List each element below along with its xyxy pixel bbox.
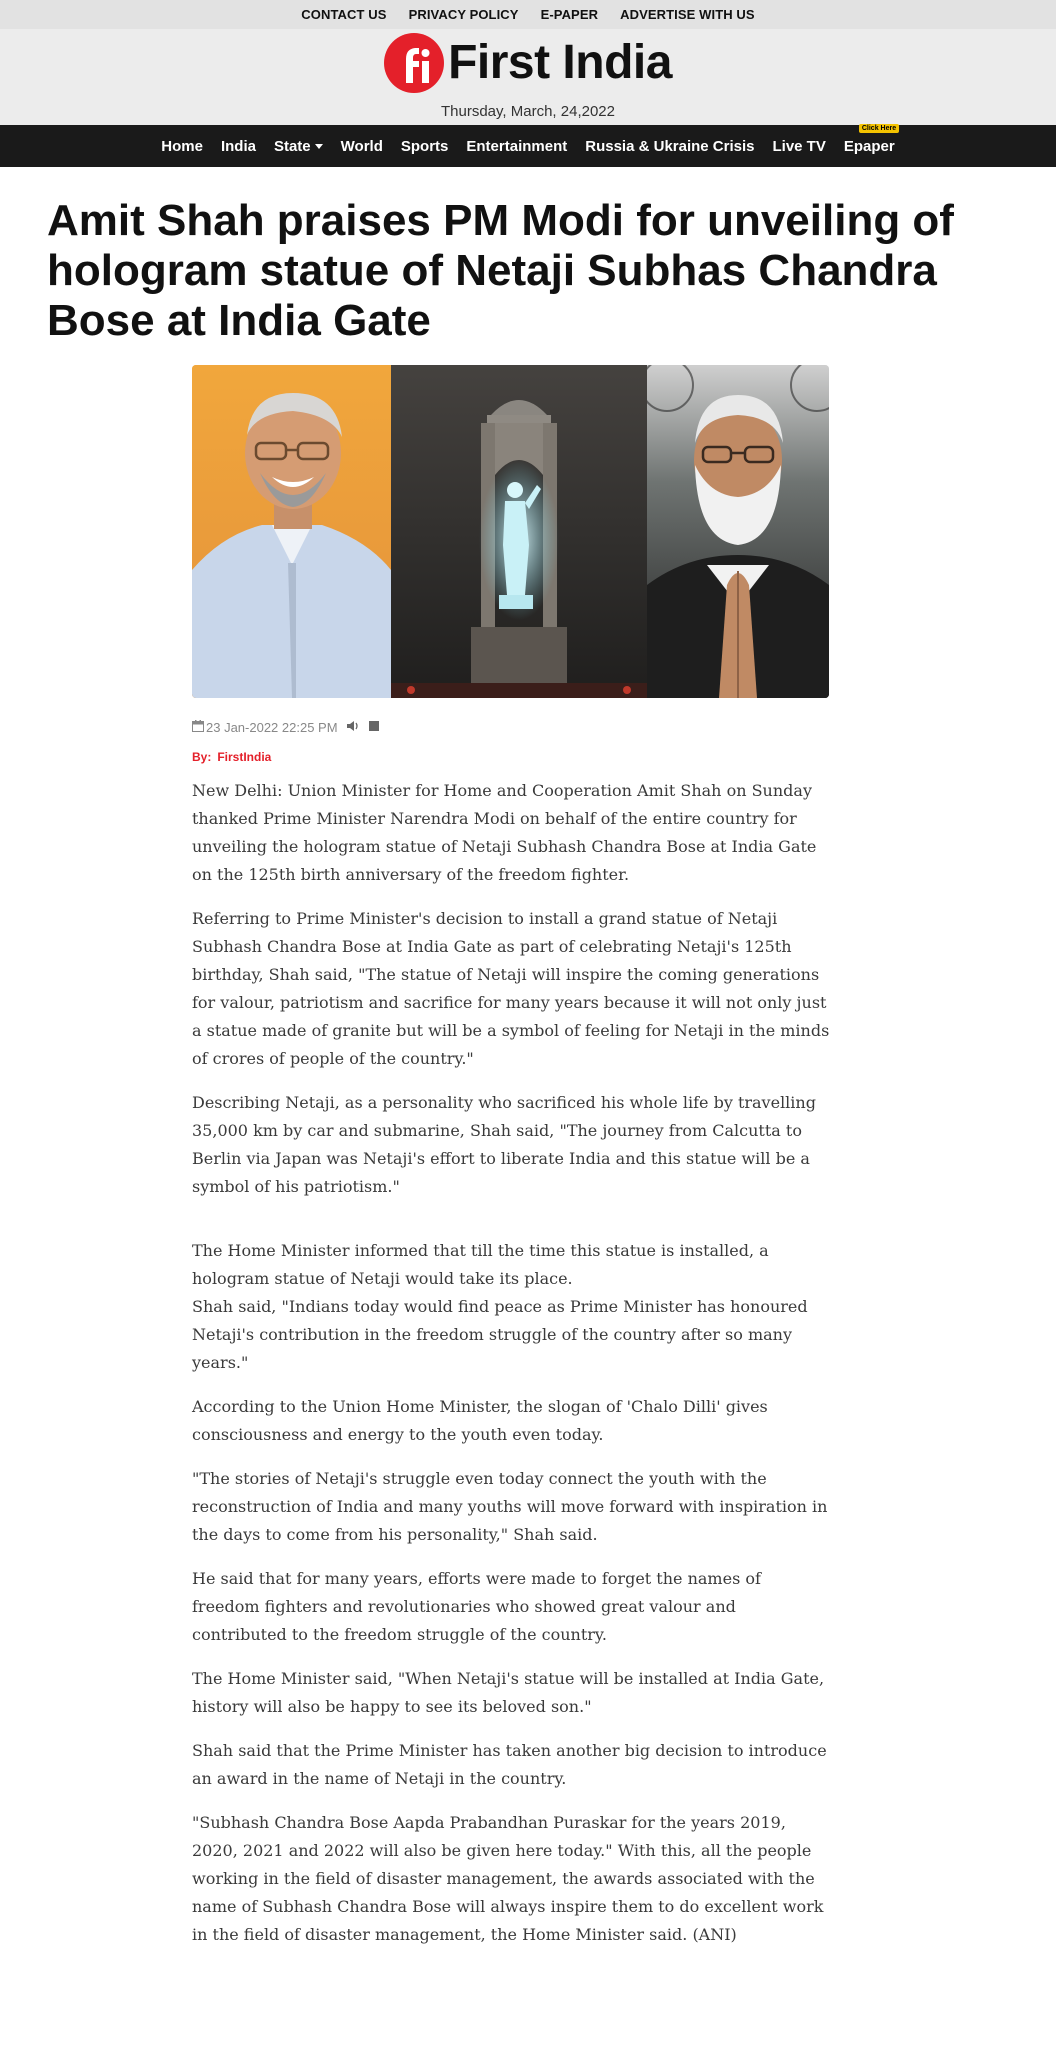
nav-item-epaper[interactable] [843, 124, 897, 155]
site-header [0, 0, 1056, 125]
article-paragraph: The Home Minister informed that till the time this statue is installed, a hologram statue of Netaji would take its place. [192, 1241, 769, 1288]
current-date: Thursday, March, 24,2022 [441, 103, 615, 120]
brand-name: First India [448, 36, 672, 89]
nav-item-entertainment[interactable]: Entertainment [466, 137, 568, 155]
top-link-e-paper[interactable]: E-PAPER [540, 7, 599, 22]
article-paragraph: The Home Minister said, "When Netaji's statue will be installed at India Gate, history will also be happy to see its beloved son." [192, 1669, 825, 1716]
nav-item-home[interactable]: Home [161, 137, 203, 155]
article-meta [192, 720, 380, 735]
main-nav [0, 125, 1056, 167]
hero-panel-middle [391, 365, 647, 698]
nav-item-state-label: State [273, 137, 311, 155]
calendar-icon [192, 720, 204, 735]
click-here-badge: Click Here [859, 124, 899, 133]
article-paragraph: Shah said that the Prime Minister has taken another big decision to introduce an award in the name of Netaji in the country. [192, 1741, 827, 1788]
article-paragraph: "Subhash Chandra Bose Aapda Prabandhan Puraskar for the years 2019, 2020, 2021 and 2022 will also be given here today." With this, all the people working in the field of disaster management, the awards associated with the name of Subhash Chandra Bose will always inspire them to do excellent work in the field of disaster management, the Home Minister said. (ANI) [192, 1813, 824, 1944]
article-paragraph: Shah said, "Indians today would find peace as Prime Minister has honoured Netaji's contribution in the freedom struggle of the country after so many years." [192, 1297, 808, 1372]
article-hero-image [192, 365, 829, 698]
hero-panel-right [647, 365, 829, 698]
top-link-contact-us[interactable]: CONTACT US [301, 7, 387, 22]
speaker-icon[interactable] [346, 720, 360, 735]
nav-item-world[interactable]: World [340, 137, 383, 155]
byline-label: By: [192, 750, 212, 764]
paragraph-spacer [192, 1217, 832, 1237]
article-paragraph: According to the Union Home Minister, the slogan of 'Chalo Dilli' gives consciousness and energy to the youth even today. [192, 1397, 768, 1444]
top-links-bar [0, 0, 1056, 29]
stop-icon[interactable] [368, 720, 380, 735]
article-paragraph: "The stories of Netaji's struggle even today connect the youth with the reconstruction of India and many youths will move forward with inspiration in the days to come from his personality," Shah said. [192, 1469, 828, 1544]
nav-item-russia-ukraine[interactable]: Russia & Ukraine Crisis [585, 137, 755, 155]
author-name[interactable]: FirstIndia [217, 750, 272, 764]
site-logo[interactable] [0, 33, 1056, 93]
nav-item-live-tv[interactable]: Live TV [772, 137, 826, 155]
article-body [192, 777, 832, 1965]
nav-item-sports[interactable]: Sports [400, 137, 449, 155]
article-title: Amit Shah praises PM Modi for unveiling of hologram statue of Netaji Subhas Chandra Bose at India Gate [47, 196, 954, 345]
hero-panel-left [192, 365, 391, 698]
article-paragraph: Describing Netaji, as a personality who sacrificed his whole life by travelling 35,000 km by car and submarine, Shah said, "The journey from Calcutta to Berlin via Japan was Netaji's effort to liberate India and this statue will be a symbol of his patriotism." [192, 1093, 816, 1196]
article-paragraph: New Delhi: Union Minister for Home and Cooperation Amit Shah on Sunday thanked Prime Minister Narendra Modi on behalf of the entire country for unveiling the hologram statue of Netaji Subhash Chandra Bose at India Gate on the 125th birth anniversary of the freedom fighter. [192, 781, 817, 884]
nav-item-state-dropdown[interactable] [273, 138, 324, 155]
top-link-privacy-policy[interactable]: PRIVACY POLICY [408, 7, 519, 22]
nav-item-india[interactable]: India [220, 137, 256, 155]
nav-item-epaper-label: Epaper [843, 137, 895, 155]
caret-down-icon [315, 144, 323, 149]
article-paragraph: Referring to Prime Minister's decision to install a grand statue of Netaji Subhash Chandra Bose at India Gate as part of celebrating Netaji's 125th birthday, Shah said, "The statue of Netaji will inspire the coming generations for valour, patriotism and sacrifice for many years because it will not only just a statue made of granite but will be a symbol of feeling for Netaji in the minds of crores of people of the country." [192, 909, 830, 1068]
top-link-advertise[interactable]: ADVERTISE WITH US [620, 7, 755, 22]
byline [192, 750, 277, 764]
logo-mark-icon [384, 33, 444, 93]
publish-timestamp: 23 Jan-2022 22:25 PM [206, 720, 338, 735]
article-paragraph: He said that for many years, efforts were made to forget the names of freedom fighters and revolutionaries who showed great valour and contributed to the freedom struggle of the country. [192, 1569, 761, 1644]
